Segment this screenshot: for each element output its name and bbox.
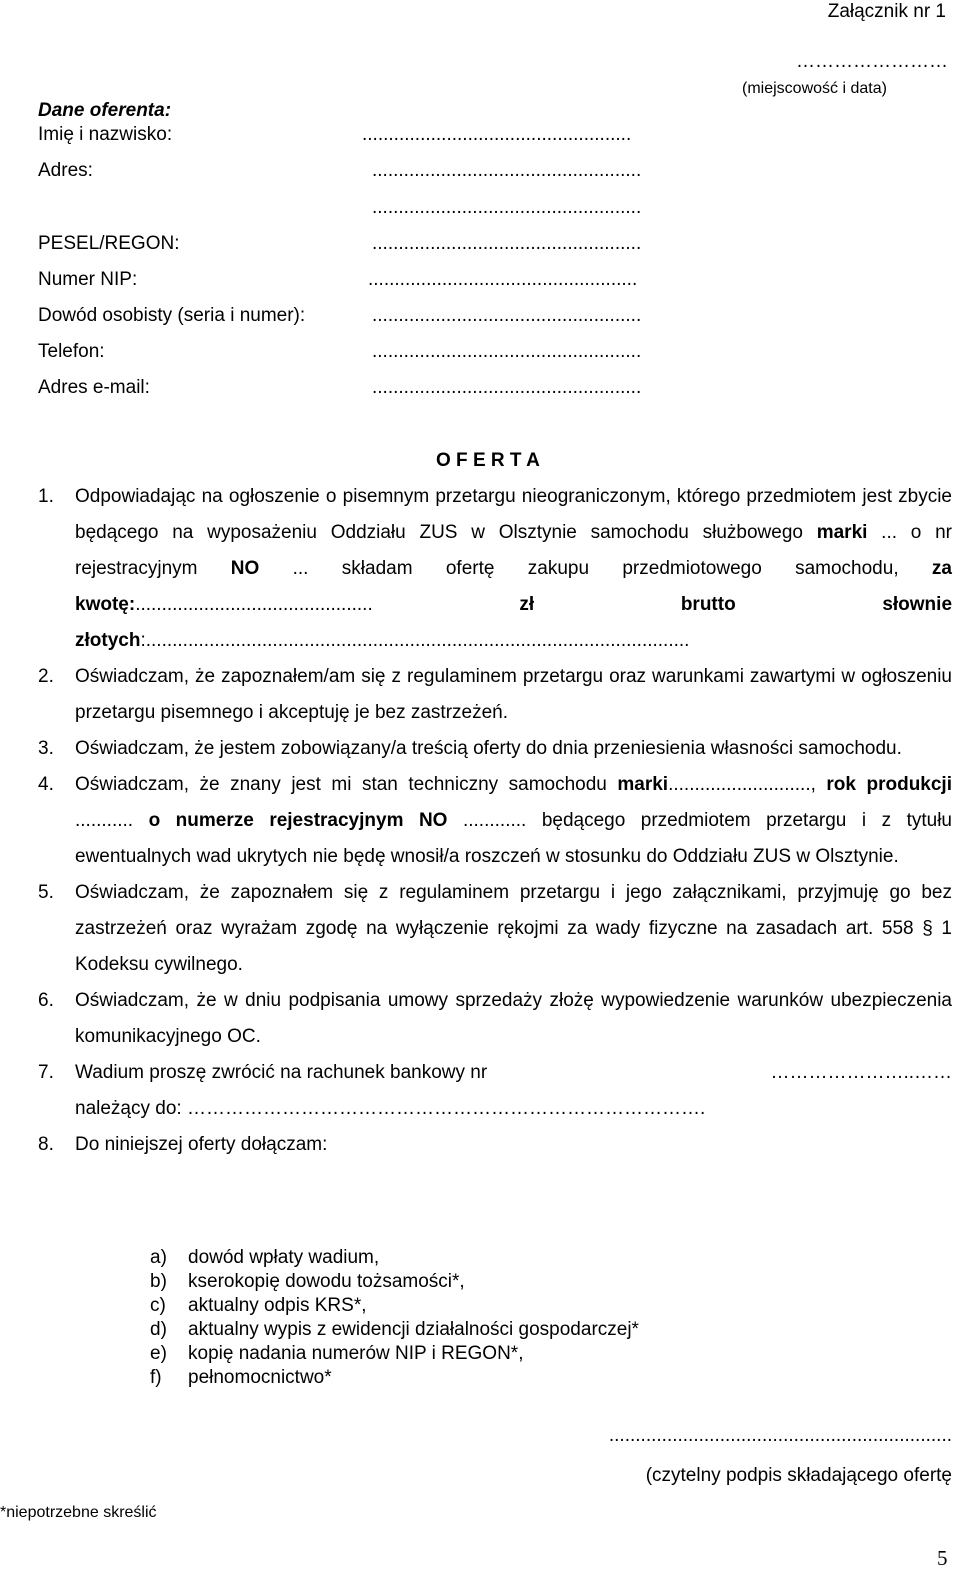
- field-value: ...................................................: [362, 124, 632, 145]
- list-text: dowód wpłaty wadium,: [188, 1247, 380, 1268]
- field-label: Adres:: [38, 160, 93, 181]
- offer-item-1: [38, 479, 952, 659]
- signature-label: (czytelny podpis składającego ofertę: [645, 1465, 952, 1486]
- item-number: 2.: [38, 666, 54, 687]
- list-text: kserokopię dowodu tożsamości*,: [188, 1271, 465, 1292]
- bidder-title: Dane oferenta:: [38, 100, 172, 121]
- list-letter: f): [150, 1367, 162, 1388]
- list-text: aktualny odpis KRS*,: [188, 1295, 367, 1316]
- item-number: 7.: [38, 1062, 54, 1083]
- field-name[interactable]: [38, 117, 758, 153]
- footnote: *niepotrzebne skreślić: [0, 1504, 157, 1521]
- field-label: Dowód osobisty (seria i numer):: [38, 305, 306, 326]
- signature-dots[interactable]: .................................................................: [608, 1425, 952, 1446]
- field-value: ...................................................: [372, 341, 642, 362]
- item-text: Oświadczam, że zapoznałem/am się z regulaminem przetargu oraz warunkami zawartymi w ogłoszeniu przetargu pisemnego i akceptuję je bez zastrzeżeń.: [75, 666, 952, 723]
- annex-label: Załącznik nr 1: [827, 1, 946, 22]
- item-number: 3.: [38, 738, 54, 759]
- amount-dots[interactable]: .............................................: [135, 594, 520, 615]
- item-text: należący do:: [75, 1098, 187, 1119]
- bank-account-dots[interactable]: …………………..……: [770, 1062, 952, 1083]
- attachments-list: [150, 1246, 639, 1390]
- field-label: Telefon:: [38, 341, 105, 362]
- registration-prefix: NO: [230, 558, 260, 579]
- offer-list: [38, 479, 952, 1163]
- item-text: ... składam ofertę zakupu przedmiotowego samochodu,: [259, 558, 932, 579]
- production-year-label: rok produkcji: [826, 774, 952, 795]
- item-number: 4.: [38, 774, 54, 795]
- item-text: Oświadczam, że znany jest mi stan techniczny samochodu: [75, 774, 618, 795]
- item-text: Odpowiadając na ogłoszenie o pisemnym przetargu nieograniczonym, którego przedmiotem jest zbycie będącego na wyposażeniu Oddziału ZUS w Olsztynie samochodu służbowego: [75, 486, 952, 543]
- list-letter: c): [150, 1295, 166, 1316]
- field-nip[interactable]: [38, 262, 758, 298]
- field-label: Numer NIP:: [38, 269, 138, 290]
- field-pesel-regon[interactable]: [38, 226, 758, 262]
- offer-item-7: [38, 1055, 952, 1127]
- account-owner-dots[interactable]: ……………………………………………………………………….: [186, 1098, 706, 1119]
- registration-label: o numerze rejestracyjnym NO: [148, 810, 448, 831]
- item-number: 8.: [38, 1134, 54, 1155]
- make-label: marki: [816, 522, 868, 543]
- item-text: Wadium proszę zwrócić na rachunek bankowy nr: [75, 1062, 488, 1083]
- field-value: ...................................................: [372, 305, 642, 326]
- item-text: ............ będącego przedmiotem przetargu i z tytułu ewentualnych wad ukrytych nie będę wnosił/a roszczeń w stosunku do Oddziału ZUS w Olsztynie.: [75, 810, 953, 867]
- field-value: ...................................................: [372, 377, 642, 398]
- offer-item-6: [38, 983, 952, 1055]
- field-label: PESEL/REGON:: [38, 233, 180, 254]
- place-date-dots: ……………………: [796, 51, 948, 72]
- production-year-dots[interactable]: ...........: [75, 810, 149, 831]
- list-letter: e): [150, 1343, 167, 1364]
- field-email[interactable]: [38, 370, 758, 406]
- offer-item-4: [38, 767, 952, 875]
- list-item: [150, 1318, 639, 1342]
- list-letter: d): [150, 1319, 167, 1340]
- list-item: [150, 1270, 639, 1294]
- item-number: 6.: [38, 990, 54, 1011]
- amount-label: za kwotę:: [75, 558, 952, 615]
- page-number: 5: [937, 1546, 948, 1570]
- field-value: ...................................................: [368, 269, 638, 290]
- offer-item-5: [38, 875, 952, 983]
- place-date-label: (miejscowość i data): [742, 80, 887, 97]
- list-text: aktualny wypis z ewidencji działalności gospodarczej*: [188, 1319, 639, 1340]
- field-phone[interactable]: [38, 334, 758, 370]
- offer-item-2: [38, 659, 952, 731]
- item-number: 5.: [38, 882, 54, 903]
- field-address-line2[interactable]: [38, 190, 758, 226]
- field-value: ...................................................: [372, 197, 642, 218]
- amount-words-label: zł brutto słownie złotych: [75, 594, 953, 651]
- list-item: [150, 1342, 639, 1366]
- offer-item-8: [38, 1127, 952, 1163]
- field-value: ...................................................: [372, 160, 642, 181]
- offer-item-3: [38, 731, 952, 767]
- item-text: Do niniejszej oferty dołączam:: [75, 1134, 328, 1155]
- list-letter: b): [150, 1271, 167, 1292]
- field-label: Imię i nazwisko:: [38, 124, 173, 145]
- list-item: [150, 1294, 639, 1318]
- list-text: kopię nadania numerów NIP i REGON*,: [188, 1343, 524, 1364]
- bank-account-line: [75, 1055, 952, 1091]
- list-item: [150, 1366, 639, 1390]
- account-owner-line: [75, 1091, 952, 1127]
- item-text: Oświadczam, że zapoznałem się z regulaminem przetargu i jego załącznikami, przyjmuję go bez zastrzeżeń oraz wyrażam zgodę na wyłączenie rękojmi za wady fizyczne na zasadach art. 558 § 1 Kodeksu cywilnego.: [75, 882, 952, 975]
- item-number: 1.: [38, 486, 54, 507]
- make-dots[interactable]: ...........................,: [668, 774, 827, 795]
- amount-words-dots[interactable]: :.......................................................................................................: [140, 630, 690, 651]
- offer-title: O F E R T A: [436, 450, 540, 471]
- item-text: ... o nr rejestracyjnym: [75, 522, 953, 579]
- field-id-card[interactable]: [38, 298, 758, 334]
- list-item: [150, 1246, 639, 1270]
- make-label: marki: [617, 774, 669, 795]
- field-value: ...................................................: [372, 233, 642, 254]
- item-text: Oświadczam, że w dniu podpisania umowy sprzedaży złożę wypowiedzenie warunków ubezpieczenia komunikacyjnego OC.: [75, 990, 952, 1047]
- field-label: Adres e-mail:: [38, 377, 150, 398]
- item-text: Oświadczam, że jestem zobowiązany/a treścią oferty do dnia przeniesienia własności samochodu.: [75, 738, 902, 759]
- field-address[interactable]: [38, 153, 758, 189]
- list-letter: a): [150, 1247, 167, 1268]
- list-text: pełnomocnictwo*: [188, 1367, 332, 1388]
